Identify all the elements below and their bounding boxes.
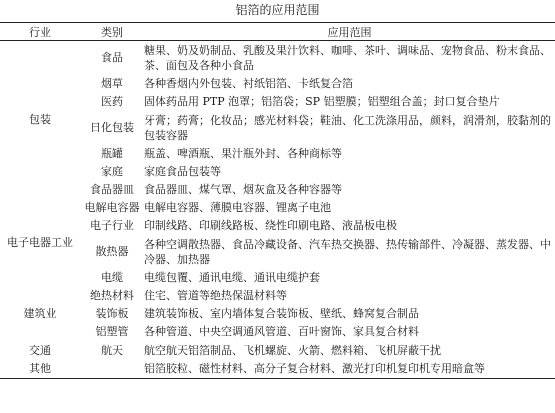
category-cell: 航天 <box>101 343 123 357</box>
category-cell: 瓶罐 <box>101 147 123 160</box>
application-cell: 牙膏；药膏；化妆品；感光材料袋；鞋油、化工洗涤用品，颜料，润滑剂，胶黏剂的包装容器 <box>144 113 551 142</box>
table-row <box>0 199 555 217</box>
table-row <box>0 75 555 93</box>
category-cell: 食品器皿 <box>90 183 134 196</box>
header-category: 类别 <box>80 23 144 41</box>
application-cell: 电缆包覆、通讯电缆、通讯电缆护套 <box>144 271 320 284</box>
table-row <box>0 145 555 163</box>
application-cell: 食品器皿、煤气罩、烟灰盒及各种容器等 <box>144 183 342 196</box>
category-cell: 日化包装 <box>90 121 134 134</box>
header-row <box>0 23 555 41</box>
table-row <box>0 323 555 341</box>
table-row <box>0 217 555 235</box>
application-cell: 糖果、奶及奶制品、乳酸及果汁饮料、咖啡、茶叶、调味品、宠物食品、粉末食品、茶、面包及各种小食品 <box>144 43 551 72</box>
application-cell: 航空航天铝箔制品、飞机螺旋、火箭、燃料箱、飞机屏蔽干扰 <box>144 343 441 357</box>
application-cell: 住宅、管道等绝热保温材料等 <box>144 289 287 302</box>
table-row <box>0 163 555 181</box>
category-cell: 电子行业 <box>90 219 134 232</box>
category-cell: 铝塑管 <box>95 325 129 338</box>
table-row <box>0 305 555 323</box>
category-cell: 电解电容器 <box>84 201 140 214</box>
table-row <box>0 287 555 305</box>
table-row <box>0 181 555 199</box>
industry-cell: 建筑业 <box>23 307 57 320</box>
category-cell: 电缆 <box>101 271 123 284</box>
application-cell: 建筑装饰板、室内墙体复合装饰板、壁纸、蜂窝复合制品 <box>144 307 419 320</box>
industry-cell: 交通 <box>29 343 51 357</box>
application-cell: 印制线路、印刷线路板、绕性印刷电路、液晶板电极 <box>144 219 397 232</box>
industry-cell: 电子电器工业 <box>7 236 73 249</box>
industry-cell: 包装 <box>29 113 51 127</box>
application-cell: 各种香烟内外包装、衬纸铝箔、卡纸复合箔 <box>144 77 353 90</box>
table-row <box>0 235 555 269</box>
table-row <box>0 111 555 145</box>
category-cell: 绝热材料 <box>90 289 134 302</box>
category-cell: 医药 <box>101 95 123 108</box>
category-cell <box>80 360 144 379</box>
category-cell: 家庭 <box>101 165 123 178</box>
application-cell: 电解电容器、薄膜电容器、锂离子电池 <box>144 201 331 214</box>
header-industry: 行业 <box>0 23 80 41</box>
application-cell: 铝箔胶粒、磁性材料、高分子复合材料、激光打印机复印机专用暗盒等 <box>144 360 555 379</box>
table-row <box>0 341 555 360</box>
industry-cell: 其他 <box>0 360 80 379</box>
category-cell: 烟草 <box>101 77 123 90</box>
table-row <box>0 41 555 75</box>
header-application: 应用范围 <box>144 23 555 41</box>
category-cell: 散热器 <box>95 245 129 258</box>
category-cell: 装饰板 <box>95 307 129 320</box>
application-cell: 家庭食品包装等 <box>144 165 221 178</box>
category-cell: 食品 <box>101 51 123 65</box>
table-row <box>0 269 555 287</box>
application-cell: 各种管道、中央空调通风管道、百叶窗饰、家具复合材料 <box>144 325 419 338</box>
table-title: 铝箔的应用范围 <box>235 3 320 17</box>
table-row <box>0 93 555 111</box>
application-table <box>0 22 555 379</box>
application-cell: 固体药品用 PTP 泡罩；铝箔袋；SP 铝塑膜；铝塑组合盖；封口复合垫片 <box>144 95 500 108</box>
application-cell: 各种空调散热器、食品冷藏设备、汽车热交换器、热传输部件、冷凝器、蒸发器、中冷器、加热器 <box>144 237 551 266</box>
application-cell: 瓶盖、啤酒瓶、果汁瓶外封、各种商标等 <box>144 147 342 160</box>
table-row <box>0 360 555 379</box>
